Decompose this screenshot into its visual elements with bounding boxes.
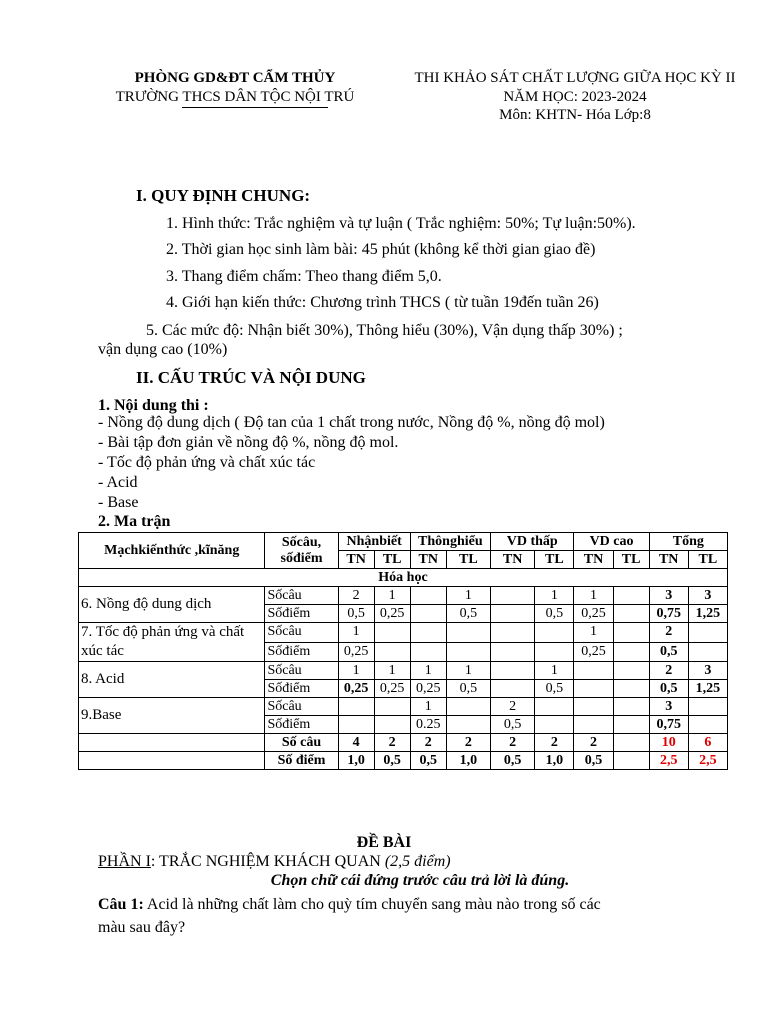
value-cell: 10 [649,734,688,752]
total-row [79,734,728,752]
value-cell [574,662,613,680]
topic-cell: 9.Base [79,698,265,734]
value-cell [535,716,574,734]
value-cell: 2 [338,587,374,605]
value-cell [688,698,727,716]
value-cell [338,716,374,734]
value-cell [410,587,446,605]
subject-cell: Hóa học [79,569,728,587]
table-row [79,587,728,605]
h-tn: TN [410,551,446,569]
content-item-3: - Tốc độ phản ứng và chất xúc tác [98,454,316,471]
value-cell [613,752,649,770]
header-count-l2: sốđiểm [280,550,323,566]
row-label: Số điểm [265,752,338,770]
topic-cell: 6. Nồng độ dung dịch [79,587,265,623]
value-cell: 0,25 [574,642,613,662]
row-label: Sốcâu [265,662,338,680]
value-cell: 0,25 [338,642,374,662]
value-cell: 0,5 [338,605,374,623]
value-cell [613,605,649,623]
section2-title: II. CẤU TRÚC VÀ NỘI DUNG [136,368,366,387]
header-topic: Mạchkiếnthức ,kĩnăng [79,533,265,569]
value-cell: 0,5 [491,752,535,770]
value-cell: 0,5 [410,752,446,770]
matrix-title: 2. Ma trận [98,513,171,530]
subject-line: Môn: KHTN- Hóa Lớp:8 [499,107,651,123]
value-cell: 2 [535,734,574,752]
value-cell [574,680,613,698]
value-cell [491,587,535,605]
subject-row [79,569,728,587]
school-name [100,88,370,107]
value-cell [374,623,410,643]
value-cell [688,642,727,662]
value-cell: 1 [374,587,410,605]
value-cell: 2 [491,734,535,752]
header-nb: Nhậnbiết [338,533,410,551]
value-cell [535,698,574,716]
h-tl: TL [688,551,727,569]
value-cell: 0,25 [374,605,410,623]
value-cell [446,642,490,662]
value-cell: 0,5 [649,642,688,662]
header-count-l1: Sốcâu, [281,534,322,550]
value-cell: 1 [574,623,613,643]
value-cell: 2 [491,698,535,716]
value-cell [613,716,649,734]
value-cell: 0.25 [410,716,446,734]
rule-item-3: 3. Thang điểm chấm: Theo thang điểm 5,0. [166,268,442,285]
h-tl: TL [374,551,410,569]
value-cell: 0,25 [574,605,613,623]
value-cell: 1 [410,698,446,716]
school-name-text: TRƯỜNG THCS DÂN TỘC NỘI TRÚ [115,89,355,105]
table-row [79,698,728,716]
h-tl: TL [613,551,649,569]
value-cell [613,587,649,605]
rule-item-5: 5. Các mức độ: Nhận biết 30%), Thông hiểu (30%), Vận dụng thấp 30%) ; [146,322,623,339]
value-cell [491,623,535,643]
value-cell: 1,0 [446,752,490,770]
value-cell: 3 [649,587,688,605]
row-label: Sốđiểm [265,642,338,662]
question-1 [98,896,601,914]
section1-title: I. QUY ĐỊNH CHUNG: [136,186,311,205]
value-cell: 0,5 [374,752,410,770]
value-cell: 1,0 [535,752,574,770]
header-tong: Tổng [649,533,727,551]
content-item-1: - Nồng độ dung dịch ( Độ tan của 1 chất trong nước, Nồng độ %, nồng độ mol) [98,414,605,431]
value-cell: 2,5 [649,752,688,770]
total-row [79,752,728,770]
row-label: Sốcâu [265,587,338,605]
value-cell [374,642,410,662]
value-cell: 2,5 [688,752,727,770]
value-cell [688,623,727,643]
table-row [79,623,728,643]
part1-points: (2,5 điểm) [384,853,451,870]
value-cell [535,623,574,643]
question-1-cont: màu sau đây? [98,919,186,936]
value-cell: 6 [688,734,727,752]
value-cell [410,605,446,623]
h-tn: TN [649,551,688,569]
question-1-text: Acid là những chất làm cho quỳ tím chuyển sang màu nào trong số các [143,896,601,913]
table-row [79,662,728,680]
value-cell: 2 [574,734,613,752]
value-cell: 0,75 [649,605,688,623]
value-cell: 0,25 [338,680,374,698]
h-tl: TL [535,551,574,569]
h-tn: TN [574,551,613,569]
value-cell: 0,5 [446,605,490,623]
value-cell [491,680,535,698]
value-cell: 0,25 [374,680,410,698]
value-cell: 3 [649,698,688,716]
exam-title: THI KHẢO SÁT CHẤT LƯỢNG GIỮA HỌC KỲ II [414,70,736,86]
header-count [265,533,338,569]
value-cell: 0,75 [649,716,688,734]
instruction: Chọn chữ cái đứng trước câu trả lời là đúng. [270,872,570,889]
value-cell: 1 [446,662,490,680]
value-cell [374,698,410,716]
value-cell [613,623,649,643]
part1-heading [98,853,451,871]
header-row-1 [79,533,728,551]
value-cell: 1 [338,662,374,680]
value-cell [446,623,490,643]
question-1-label: Câu 1: [98,896,144,913]
value-cell: 1 [535,587,574,605]
value-cell: 1 [374,662,410,680]
value-cell [446,698,490,716]
rule-item-1: 1. Hình thức: Trắc nghiệm và tự luận ( Trắc nghiệm: 50%; Tự luận:50%). [166,215,636,232]
topic-cell: 7. Tốc độ phản ứng và chất xúc tác [79,623,265,662]
value-cell: 4 [338,734,374,752]
h-tl: TL [446,551,490,569]
exam-heading: ĐỀ BÀI [356,834,412,851]
value-cell [491,642,535,662]
value-cell [574,698,613,716]
value-cell: 0,5 [649,680,688,698]
h-tn: TN [491,551,535,569]
value-cell: 1,25 [688,605,727,623]
rule-item-5-cont: vận dụng cao (10%) [98,341,228,358]
value-cell [338,698,374,716]
value-cell: 0,25 [410,680,446,698]
value-cell: 2 [649,623,688,643]
value-cell [491,662,535,680]
part1-label: PHẦN I [98,853,151,870]
value-cell: 0,5 [535,605,574,623]
matrix-table [78,532,728,770]
value-cell [410,642,446,662]
row-label: Sốđiểm [265,680,338,698]
row-label: Sốcâu [265,698,338,716]
topic-cell: 8. Acid [79,662,265,698]
empty-cell [79,752,265,770]
value-cell: 3 [688,662,727,680]
department-name: PHÒNG GD&ĐT CẨM THỦY [134,70,336,86]
rule-item-2: 2. Thời gian học sinh làm bài: 45 phút (không kể thời gian giao đề) [166,241,596,258]
value-cell: 2 [649,662,688,680]
value-cell [613,698,649,716]
value-cell [535,642,574,662]
empty-cell [79,734,265,752]
school-year: NĂM HỌC: 2023-2024 [503,89,647,105]
value-cell: 2 [410,734,446,752]
content-item-2: - Bài tập đơn giản về nồng độ %, nồng độ mol. [98,434,399,451]
content-item-5: - Base [98,494,139,511]
value-cell [613,734,649,752]
row-label: Sốđiểm [265,605,338,623]
value-cell [688,716,727,734]
value-cell [410,623,446,643]
value-cell: 0,5 [491,716,535,734]
row-label: Sốcâu [265,623,338,643]
row-label: Sốđiểm [265,716,338,734]
value-cell: 1 [446,587,490,605]
value-cell: 1,0 [338,752,374,770]
header-vdt: VD thấp [491,533,574,551]
value-cell: 0,5 [574,752,613,770]
rule-item-4: 4. Giới hạn kiến thức: Chương trình THCS ( từ tuần 19đến tuần 26) [166,294,599,311]
value-cell: 3 [688,587,727,605]
content-item-4: - Acid [98,474,138,491]
value-cell [613,642,649,662]
h-tn: TN [338,551,374,569]
value-cell [613,662,649,680]
value-cell [613,680,649,698]
school-underline [182,107,328,108]
value-cell: 0,5 [446,680,490,698]
row-label: Số câu [265,734,338,752]
value-cell: 1 [574,587,613,605]
value-cell: 2 [446,734,490,752]
value-cell [491,605,535,623]
value-cell: 1 [535,662,574,680]
value-cell [446,716,490,734]
part1-rest: : TRẮC NGHIỆM KHÁCH QUAN [150,853,385,870]
value-cell: 2 [374,734,410,752]
value-cell: 1 [410,662,446,680]
value-cell: 0,5 [535,680,574,698]
header-th: Thônghiểu [410,533,490,551]
content-title: 1. Nội dung thi : [98,397,209,414]
value-cell: 1,25 [688,680,727,698]
value-cell [574,716,613,734]
header-vdc: VD cao [574,533,649,551]
value-cell: 1 [338,623,374,643]
value-cell [374,716,410,734]
